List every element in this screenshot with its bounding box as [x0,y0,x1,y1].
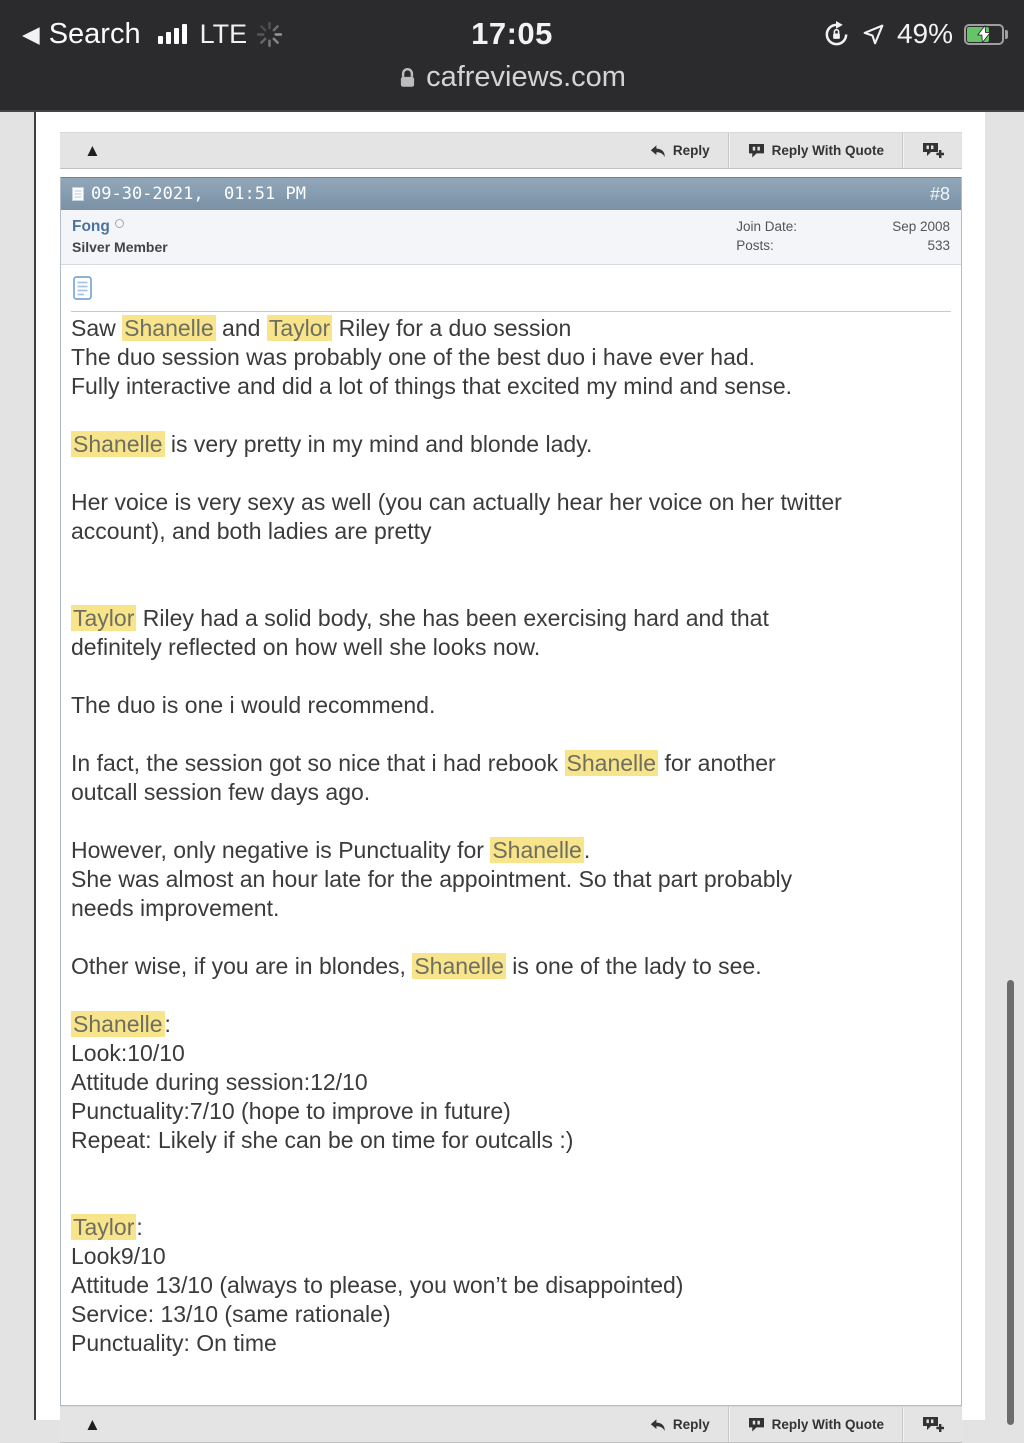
post-text-line [71,1010,951,1039]
post-text-line [71,778,951,807]
reply-button[interactable] [632,1407,728,1442]
post-text-line [71,604,951,633]
post-text-line [71,343,951,372]
post-text-line [71,807,951,836]
post-text-line [71,1039,951,1068]
highlighted-term: Shanelle [73,1011,163,1037]
highlighted-term: Taylor [73,1214,135,1240]
text-segment: Fully interactive and did a lot of things that excited my mind and sense. [71,373,793,399]
page-scrollbar[interactable] [1007,980,1014,1425]
join-date-label: Join Date: [736,219,797,234]
post-doc-icon [72,187,84,201]
text-segment: Punctuality: On time [71,1330,277,1356]
highlighted-term: Shanelle [566,750,657,776]
reply-label: Reply [672,143,710,158]
text-segment: The duo session was probably one of the best duo i have ever had. [71,344,756,370]
post-text [71,314,951,1358]
text-segment: : [164,1011,171,1037]
status-row [0,0,1024,58]
post-text-line [71,1097,951,1126]
text-segment: is one of the lady to see. [505,953,762,979]
text-segment: outcall session few days ago. [71,779,371,805]
text-segment: : [136,1214,143,1240]
network-type-label: LTE [199,18,248,49]
join-date-value: Sep 2008 [892,219,950,234]
user-block [72,218,168,255]
post-text-line [71,401,951,430]
highlighted-term: Shanelle [414,953,504,979]
text-segment: is very pretty in my mind and blonde lady. [164,431,593,457]
post-text-line [71,546,951,575]
text-segment: and [215,315,267,341]
post-body [61,265,961,1405]
url-label: cafreviews.com [426,61,626,93]
offline-status-icon [115,219,124,228]
post-text-line [71,952,951,981]
reply-arrow-icon [650,144,666,158]
url-bar[interactable] [0,61,1024,94]
report-post-icon[interactable]: ▲ [84,141,101,160]
multi-quote-icon [922,1416,944,1434]
text-segment: In fact, the session got so nice that i had rebook [71,750,565,776]
clock-label: 17:05 [471,16,553,51]
text-segment: The duo is one i would recommend. [71,692,436,718]
username-link[interactable]: Fong [72,218,110,235]
text-segment: definitely reflected on how well she looks now. [71,634,541,660]
text-segment: Punctuality:7/10 (hope to improve in future) [71,1098,511,1124]
post-text-line [71,1242,951,1271]
post-text-line [71,633,951,662]
reply-label: Reply [672,1417,710,1432]
user-stats [736,218,950,255]
post-text-line [71,749,951,778]
text-segment: account), and both ladies are pretty [71,518,432,544]
post-text-line [71,372,951,401]
post-text-line [71,1213,951,1242]
post-text-line [71,720,951,749]
post-text-line [71,836,951,865]
highlighted-term: Taylor [73,605,135,631]
post-text-line [71,430,951,459]
post-text-line [71,1068,951,1097]
post-text-line [71,923,951,952]
highlighted-term: Shanelle [492,837,582,863]
post-text-line [71,691,951,720]
post-text-line [71,517,951,546]
reply-with-quote-label: Reply With Quote [771,143,884,158]
post-number[interactable]: #8 [929,183,950,204]
post-text-line [71,662,951,691]
post-text-line [71,1155,951,1184]
text-segment: for another [658,750,776,776]
post-toolbar-bottom [60,1406,962,1443]
report-post-icon[interactable]: ▲ [84,1415,101,1434]
post-container [60,177,962,1406]
post-text-line [71,1126,951,1155]
posts-value: 533 [927,238,950,253]
user-title: Silver Member [72,239,168,255]
text-segment: She was almost an hour late for the appointment. So that part probably [71,866,793,892]
post-text-line [71,488,951,517]
post-text-line [71,1184,951,1213]
post-text-line [71,894,951,923]
text-segment: . [583,837,591,863]
secure-lock-icon [398,67,417,89]
text-segment: Look:10/10 [71,1040,185,1066]
battery-charging-icon [964,24,1008,45]
forum-page [34,112,985,1434]
post-text-line [71,865,951,894]
multi-quote-button[interactable] [904,133,954,168]
back-app-label[interactable]: Search [48,17,141,50]
highlighted-term: Taylor [268,315,331,341]
post-header [61,177,961,210]
post-toolbar-top [60,132,962,169]
text-segment: Her voice is very sexy as well (you can actually hear her voice on her twitter [71,489,842,515]
post-text-line [71,981,951,1010]
text-segment: Riley had a solid body, she has been exercising hard and that [136,605,769,631]
highlighted-term: Shanelle [124,315,214,341]
reply-with-quote-label: Reply With Quote [771,1417,884,1432]
multi-quote-button[interactable] [904,1407,954,1442]
back-chevron-icon[interactable]: ◀ [22,20,40,47]
text-segment: needs improvement. [71,895,280,921]
reply-with-quote-button[interactable] [730,1407,902,1442]
battery-percent-label: 49% [896,18,953,49]
post-text-line [71,1300,951,1329]
posts-label: Posts: [736,238,774,253]
multi-quote-icon [922,142,944,160]
text-segment: Other wise, if you are in blondes, [71,953,413,979]
text-segment: Service: 13/10 (same rationale) [71,1301,391,1327]
post-text-line [71,1271,951,1300]
quote-bubble-icon [748,1417,765,1432]
text-segment: Riley for a duo session [332,315,572,341]
text-segment: Repeat: Likely if she can be on time for outcalls :) [71,1127,574,1153]
post-text-line [71,1329,951,1358]
text-segment: Look9/10 [71,1243,166,1269]
ios-status-bar [0,0,1024,112]
post-divider [71,311,951,312]
text-segment: Attitude during session:12/10 [71,1069,368,1095]
post-text-line [71,459,951,488]
post-text-line [71,314,951,343]
text-segment: Saw [71,315,123,341]
text-segment: Attitude 13/10 (always to please, you won’t be disappointed) [71,1272,684,1298]
quote-bubble-icon [748,143,765,158]
post-text-line [71,575,951,604]
reply-with-quote-button[interactable] [730,133,902,168]
text-segment: However, only negative is Punctuality for [71,837,491,863]
highlighted-term: Shanelle [73,431,163,457]
post-icon-document [73,276,92,300]
reply-button[interactable] [632,133,728,168]
post-user-info [61,210,961,265]
post-date: 09-30-2021, 01:51 PM [91,184,306,204]
